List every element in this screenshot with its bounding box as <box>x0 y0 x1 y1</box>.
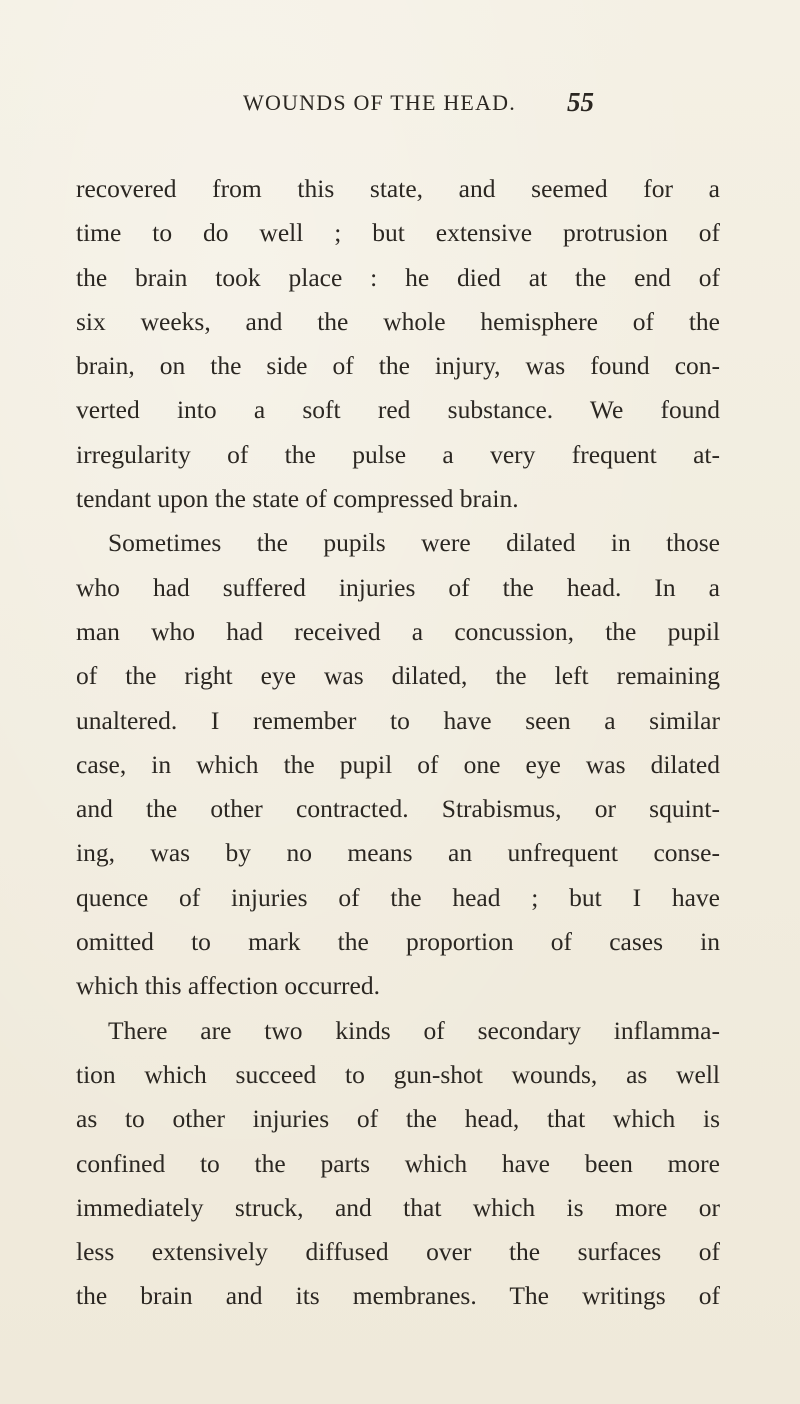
text-line: brain, on the side of the injury, was found con- <box>76 351 720 381</box>
text-line: tendant upon the state of compressed brain. <box>76 484 519 514</box>
text-line: the brain and its membranes. The writings of <box>76 1281 720 1311</box>
text-line: and the other contracted. Strabismus, or squint- <box>76 794 720 824</box>
text-line: less extensively diffused over the surfaces of <box>76 1237 720 1267</box>
text-line: recovered from this state, and seemed for a <box>76 174 720 203</box>
running-head-title: WOUNDS OF THE HEAD. <box>243 90 516 115</box>
text-line: as to other injuries of the head, that which is <box>76 1104 720 1134</box>
text-line: verted into a soft red substance. We found <box>76 395 720 425</box>
text-line: six weeks, and the whole hemisphere of the <box>76 306 720 336</box>
text-line: irregularity of the pulse a very frequent at- <box>76 439 720 469</box>
running-head <box>0 87 800 124</box>
text-line: of the right eye was dilated, the left remaining <box>76 661 720 691</box>
body-text <box>76 167 720 1319</box>
text-line: time to do well ; but extensive protrusion of <box>76 218 720 248</box>
text-line: immediately struck, and that which is more or <box>76 1192 720 1222</box>
text-line: man who had received a concussion, the pupil <box>76 616 720 646</box>
text-line: which this affection occurred. <box>76 971 380 1001</box>
text-line: the brain took place : he died at the end of <box>76 262 720 292</box>
text-line: confined to the parts which have been more <box>76 1148 720 1178</box>
text-line: who had suffered injuries of the head. In a <box>76 572 720 602</box>
text-line: omitted to mark the proportion of cases in <box>76 927 720 957</box>
page-number: 55 <box>567 87 594 117</box>
text-line: Sometimes the pupils were dilated in those <box>108 528 720 558</box>
text-line: There are two kinds of secondary inflamma- <box>108 1015 720 1045</box>
text-line: tion which succeed to gun-shot wounds, as well <box>76 1059 720 1089</box>
text-line: ing, was by no means an unfrequent conse- <box>76 838 720 868</box>
text-line: case, in which the pupil of one eye was dilated <box>76 749 720 779</box>
text-line: quence of injuries of the head ; but I have <box>76 882 720 912</box>
text-line: unaltered. I remember to have seen a similar <box>76 705 720 735</box>
